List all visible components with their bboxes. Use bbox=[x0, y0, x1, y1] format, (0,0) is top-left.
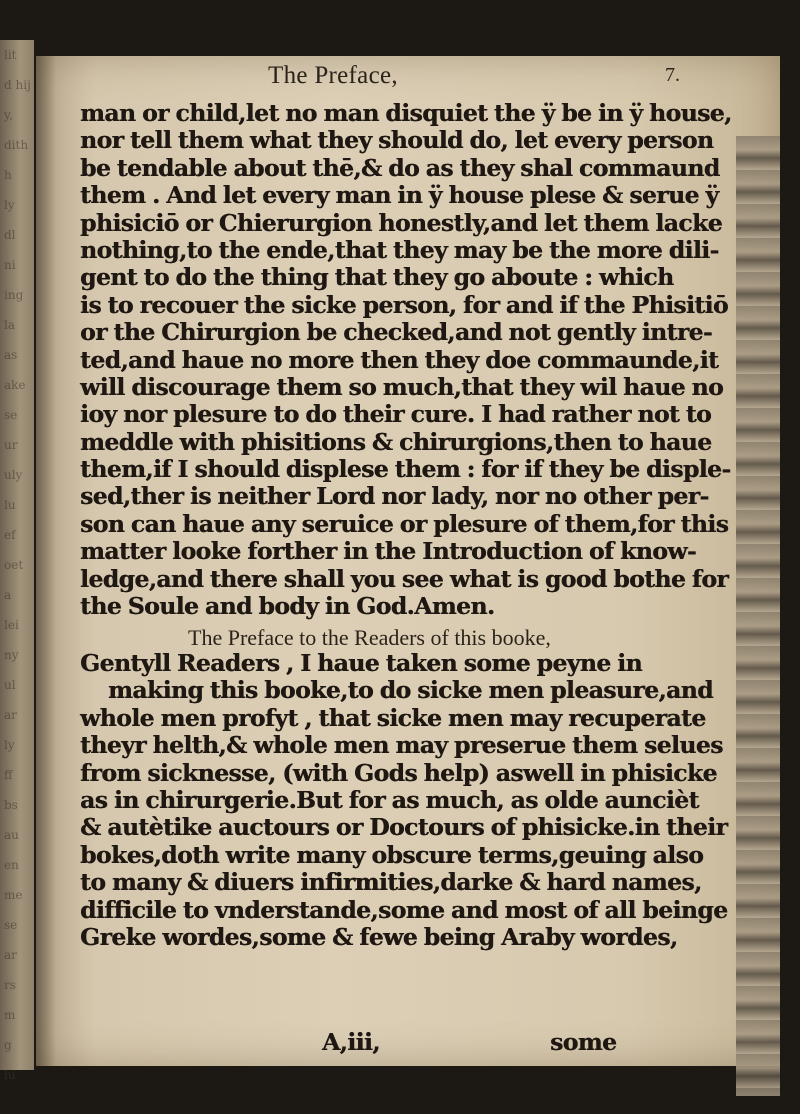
gutter-shadow bbox=[36, 56, 56, 1066]
margin-fragment: en bbox=[4, 858, 19, 872]
margin-fragment: ly bbox=[4, 738, 15, 752]
text-line: them,if I should displese them : for if they be disple- bbox=[80, 455, 731, 484]
text-line: son can haue any seruice or plesure of them,for this bbox=[80, 509, 729, 538]
text-line: difficile to vnderstande,some and most of all beinge bbox=[80, 895, 728, 924]
text-line: whole men profyt , that sicke men may recuperate bbox=[80, 703, 706, 732]
signature-line bbox=[80, 1028, 640, 1055]
text-line: or the Chirurgion be checked,and not gently intre- bbox=[80, 318, 713, 347]
text-line: theyr helth,& whole men may preserue them selues bbox=[80, 731, 723, 760]
margin-fragment: ar bbox=[4, 948, 17, 962]
text-line: to many & diuers infirmities,darke & hard names, bbox=[80, 868, 702, 897]
margin-fragment: h bbox=[4, 168, 12, 182]
right-edge-bleedthrough bbox=[736, 136, 780, 1096]
margin-fragment: g bbox=[4, 1038, 12, 1052]
margin-fragment: lit bbox=[4, 48, 17, 62]
margin-fragment: me bbox=[4, 888, 23, 902]
text-line: ted,and haue no more then they doe commaunde,it bbox=[80, 345, 719, 374]
text-line: nothing,to the ende,that they may be the more dili- bbox=[80, 235, 719, 264]
margin-fragment: bs bbox=[4, 798, 18, 812]
text-line: matter looke forther in the Introduction of know- bbox=[80, 537, 697, 566]
section-heading: The Preface to the Readers of this booke, bbox=[188, 625, 551, 650]
margin-fragment: ny bbox=[4, 648, 19, 662]
text-line: bokes,doth write many obscure terms,geuing also bbox=[80, 840, 704, 869]
margin-fragment: oet bbox=[4, 558, 24, 572]
text-line: from sicknesse, (with Gods help) aswell in phisicke bbox=[80, 758, 717, 787]
text-line: sed,ther is neither Lord nor lady, nor no other per- bbox=[80, 482, 709, 511]
text-line: nor tell them what they should do, let every person bbox=[80, 126, 714, 155]
margin-fragment: ef bbox=[4, 528, 16, 542]
margin-fragment: se bbox=[4, 918, 18, 932]
margin-fragment: dith bbox=[4, 138, 29, 152]
page-number: 7. bbox=[665, 64, 680, 86]
text-line: Gentyll Readers , I haue taken some peyne in bbox=[80, 649, 642, 677]
running-title: The Preface, bbox=[268, 62, 398, 89]
margin-fragment: a bbox=[4, 588, 12, 602]
margin-fragment: lei bbox=[4, 618, 19, 632]
text-line: them . And let every man in ÿ house plese & serue ÿ bbox=[80, 181, 719, 210]
margin-fragment: la bbox=[4, 318, 15, 332]
margin-fragment: rs bbox=[4, 978, 16, 992]
margin-fragment: ul bbox=[4, 678, 16, 692]
margin-fragment: ing bbox=[4, 288, 24, 302]
text-line: be tendable about thē,& do as they shal commaund bbox=[80, 153, 720, 182]
margin-fragment: lu bbox=[4, 498, 16, 512]
margin-fragment: as bbox=[4, 348, 18, 362]
text-line: meddle with phisitions & chirurgions,then to haue bbox=[80, 427, 712, 456]
margin-fragment: ake bbox=[4, 378, 26, 392]
adjacent-page-strip bbox=[0, 40, 34, 1082]
margin-fragment: m bbox=[4, 1008, 16, 1022]
readers-preface-block bbox=[80, 649, 728, 1056]
text-line: making this booke,to do sicke men pleasure,and bbox=[108, 676, 713, 705]
margin-fragment: ff bbox=[4, 768, 13, 782]
text-line: is to recouer the sicke person, for and if the Phisitiō bbox=[80, 290, 728, 319]
text-line: phisiciō or Chierurgion honestly,and let them lacke bbox=[80, 208, 723, 237]
text-line: gent to do the thing that they go aboute : which bbox=[80, 263, 674, 292]
running-header bbox=[92, 62, 680, 96]
preface-text-block bbox=[80, 99, 732, 621]
text-line: ledge,and there shall you see what is good bothe for bbox=[80, 564, 729, 593]
margin-fragment: ni bbox=[4, 258, 16, 272]
text-line: the Soule and body in God.Amen. bbox=[80, 592, 495, 621]
margin-fragment: dl bbox=[4, 228, 16, 242]
margin-fragment: d hij bbox=[4, 78, 31, 92]
signature-mark: A,iii, bbox=[322, 1028, 380, 1056]
margin-fragment: y, bbox=[4, 108, 13, 122]
text-line: & autètike auctours or Doctours of phisicke.in their bbox=[80, 813, 728, 842]
text-line: ioy nor plesure to do their cure. I had rather not to bbox=[80, 400, 712, 429]
margin-fragment: lu bbox=[4, 1068, 16, 1082]
text-line: man or child,let no man disquiet the ÿ be in ÿ house, bbox=[80, 99, 732, 127]
margin-fragment: ar bbox=[4, 708, 17, 722]
margin-fragment: se bbox=[4, 408, 18, 422]
margin-fragment: uly bbox=[4, 468, 23, 482]
margin-fragment: au bbox=[4, 828, 19, 842]
text-line: as in chirurgerie.But for as much, as olde auncièt bbox=[80, 785, 699, 814]
catchword: some bbox=[550, 1028, 617, 1056]
text-line: will discourage them so much,that they wil haue no bbox=[80, 372, 724, 401]
margin-fragment: ur bbox=[4, 438, 18, 452]
text-line: Greke wordes,some & fewe being Araby wordes, bbox=[80, 922, 678, 951]
margin-fragment: ly bbox=[4, 198, 15, 212]
